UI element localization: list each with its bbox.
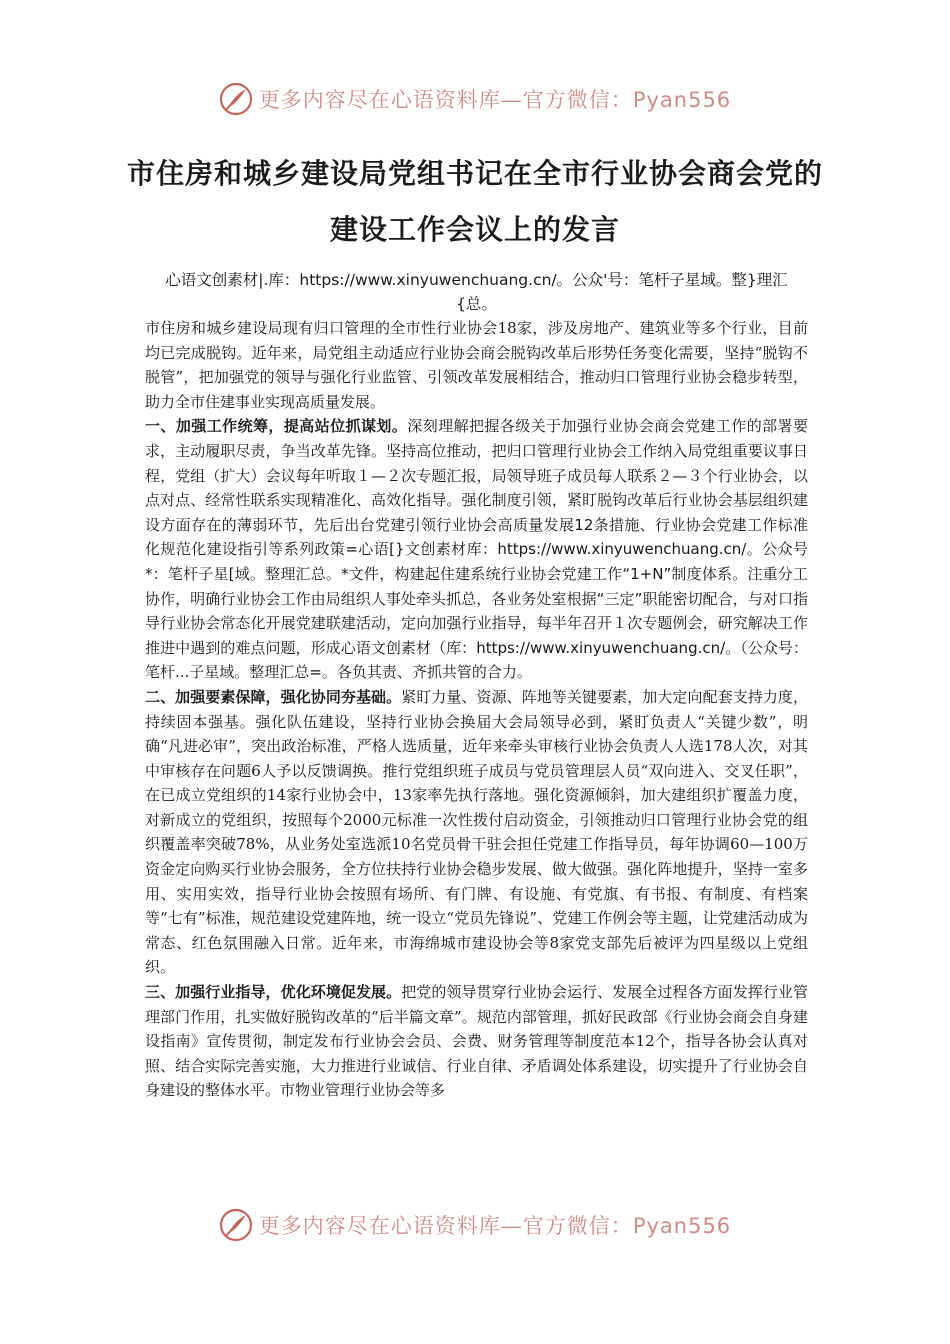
footer-banner <box>0 1208 950 1242</box>
section-2-body: 紧盯力量、资源、阵地等关键要素，加大定向配套支持力度，持续固本强基。强化队伍建设，坚持行业协会换届大会局领导必到，紧盯负责人“关键少数”，明确“凡进必审”，突出政治标准，严格人选质量，近年来牵头审核行业协会负责人人选178人次，对其中审核存在问题6人予以反馈调换。推行党组织班子成员与党员管理层人员“双向进入、交叉任职”，在已成立党组织的14家行业协会中，13家率先执行落地。强化资源倾斜，加大建组织扩覆盖力度，对新成立的党组织，按照每个2000元标准一次性拨付启动资金，引领推动归口管理行业协会党的组织覆盖率突破78%，从业务处室选派10名党员骨干驻会担任党建工作指导员，每年协调60—100万资金定向购买行业协会服务，全方位扶持行业协会稳步发展、做大做强。强化阵地提升，坚持一室多用、实用实效，指导行业协会按照有场所、有门牌、有设施、有党旗、有书报、有制度、有档案等“七有”标准，规范建设党建阵地，统一设立“党员先锋说”、党建工作例会等主题，让党建活动成为常态、红色氛围融入日常。近年来，市海绵城市建设协会等8家党支部先后被评为四星级以上党组织。 <box>145 687 808 977</box>
wechat-id: Pyan556 <box>632 1214 732 1238</box>
intro-paragraph: 市住房和城乡建设局现有归口管理的全市性行业协会18家，涉及房地产、建筑业等多个行业，目前均已完成脱钩。近年来，局党组主动适应行业协会商会脱钩改革后形势任务变化需要，坚持“脱钩不脱管”，把加强党的领导与强化行业监管、引领改革发展相结合，推动归口管理行业协会稳步转型，助力全市住建事业实现高质量发展。 <box>145 319 808 411</box>
section-2 <box>145 685 808 980</box>
section-3 <box>145 980 808 1103</box>
header-banner <box>0 82 950 116</box>
wechat-id: Pyan556 <box>632 88 732 112</box>
banner-text: 更多内容尽在心语资料库—官方微信：Pyan556 <box>258 88 732 112</box>
page-title: 市住房和城乡建设局党组书记在全市行业协会商会党的建设工作会议上的发言 <box>126 157 823 246</box>
source-line: 心语文创素材|.库：https://www.xinyuwenchuang.cn/。公众'号：笔杆子星域。整}理汇{总。 <box>165 271 788 313</box>
section-1-body: 深刻理解把握各级关于加强行业协会商会党建工作的部署要求，主动履职尽责，争当改革先锋。坚持高位推动，把归口管理行业协会工作纳入局党组重要议事日程，党组（扩大）会议每年听取１—２次专题汇报，局领导班子成员每人联系２—３个行业协会，以点对点、经常性联系实现精准化、高效化指导。强化制度引领，紧盯脱钩改革后行业协会基层组织建设方面存在的薄弱环节，先后出台党建引领行业协会高质量发展12条措施、行业协会党建工作标准化规范化建设指引等系列政策=心语[}文创素材库：https://www.xinyuwenchuang.cn/。公众号*：笔杆子星[域。整理汇总。*文件，构建起住建系统行业协会党建工作“1+N”制度体系。注重分工协作，明确行业协会工作由局组织人事处牵头抓总，各业务处室根据“三定”职能密切配合，与对口指导行业协会常态化开展党建联建活动，定向加强行业指导，每半年召开１次专题例会，研究解决工作推进中遇到的难点问题，形成心语文创素材（库：https://www.xinyuwenchuang.cn/。（公众号：笔杆...子星域。整理汇总=。各负其责、齐抓共管的合力。 <box>145 417 808 682</box>
quill-logo-icon <box>219 1208 253 1242</box>
section-3-body: 把党的领导贯穿行业协会运行、发展全过程各方面发挥行业管理部门作用，扎实做好脱钩改革的“后半篇文章”。规范内部管理，抓好民政部《行业协会商会自身建设指南》宣传贯彻，制定发布行业协会会员、会费、财务管理等制度范本12个，指导各协会认真对照、结合实际完善实施，大力推进行业诚信、行业自律、矛盾调处体系建设，切实提升了行业协会自身建设的整体水平。市物业管理行业协会等多 <box>145 983 808 1100</box>
section-2-heading: 二、加强要素保障，强化协同夯基础。 <box>145 687 402 706</box>
quill-logo-icon <box>219 82 253 116</box>
banner-text: 更多内容尽在心语资料库—官方微信：Pyan556 <box>258 1214 732 1238</box>
section-3-heading: 三、加强行业指导，优化环境促发展。 <box>145 983 402 1002</box>
section-1-heading: 一、加强工作统筹，提高站位抓谋划。 <box>145 417 408 436</box>
section-1 <box>145 414 808 685</box>
document-body <box>145 268 808 1103</box>
